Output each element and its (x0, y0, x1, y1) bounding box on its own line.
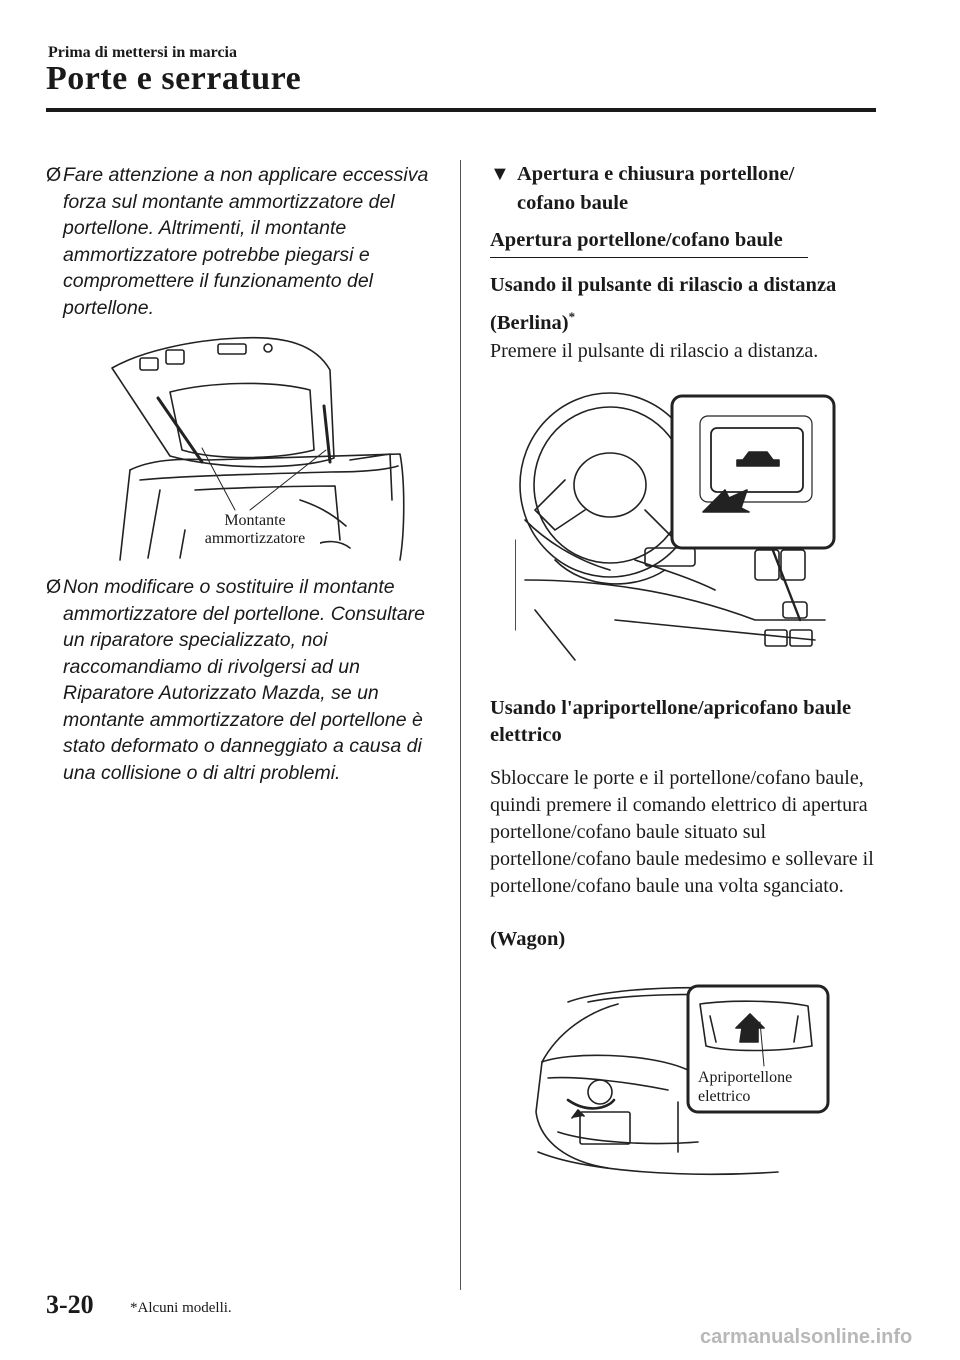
subheading: Apertura portellone/cofano baule (490, 229, 783, 251)
tailgate-outline (112, 338, 334, 467)
electric-opener-heading: Usando l'apriportellone/apricofano baule elettrico (490, 697, 852, 746)
caution-text-1: Fare attenzione a non applicare eccessiva forza sul montante ammortizzatore del portellone. Altrimenti, il montante ammortizzatore potrebbe piegarsi e compromettere il funzionamento del portellone. (63, 164, 429, 319)
subheading-underline (490, 257, 808, 258)
arrow-bullet-icon: Ø (46, 164, 62, 186)
page-title: Porte e serrature (46, 60, 302, 97)
emblem (588, 1080, 612, 1104)
trunk-icon (743, 452, 773, 460)
wagon-label: (Wagon) (490, 928, 566, 950)
footnote-marker: * (568, 309, 576, 324)
caution-item-1 (46, 162, 446, 327)
electric-opener-label: Apriportellone elettrico (698, 1068, 818, 1106)
right-strut (324, 406, 330, 462)
section-label: Prima di mettersi in marcia (48, 44, 237, 61)
remote-release-heading-text: Usando il pulsante di rilascio a distanza (Berlina) (490, 274, 837, 334)
lamp-shape (140, 358, 158, 370)
steering-wheel-release-illustration (515, 390, 840, 672)
footnote: *Alcuni modelli. (130, 1300, 232, 1316)
strut-label: Montante ammortizzatore (190, 512, 320, 548)
remote-release-text: Premere il pulsante di rilascio a distanza. (490, 340, 819, 362)
triangle-bullet-icon: ▼ (490, 163, 510, 185)
caution-item-2 (46, 574, 446, 824)
electric-opener-text: Sbloccare le porte e il portellone/cofano baule, quindi premere il comando elettrico di apertura portellone/cofano baule situato sul portellone/cofano baule medesimo e sollevare il portellone/cofano baule una volta sganciato. (490, 767, 874, 897)
main-heading-text: Apertura e chiusura portellone/ cofano baule (517, 163, 795, 214)
column-divider (460, 160, 461, 1290)
caution-text-2: Non modificare o sostituire il montante ammortizzatore del portellone. Consultare un riparatore specializzato, noi raccomandiamo di rivolgersi ad un Riparatore Autorizzato Mazda, se un montante ammortizzatore del portellone è stato deformato o danneggiato a causa di una collisione o di altri problemi. (63, 576, 426, 784)
title-rule (46, 108, 876, 112)
remote-release-heading (490, 269, 890, 339)
page-number: 3-20 (46, 1290, 94, 1319)
wheel-hub (574, 453, 646, 517)
left-strut (158, 398, 202, 462)
watermark: carmanualsonline.info (700, 1326, 913, 1348)
arrow-bullet-icon: Ø (46, 576, 62, 598)
